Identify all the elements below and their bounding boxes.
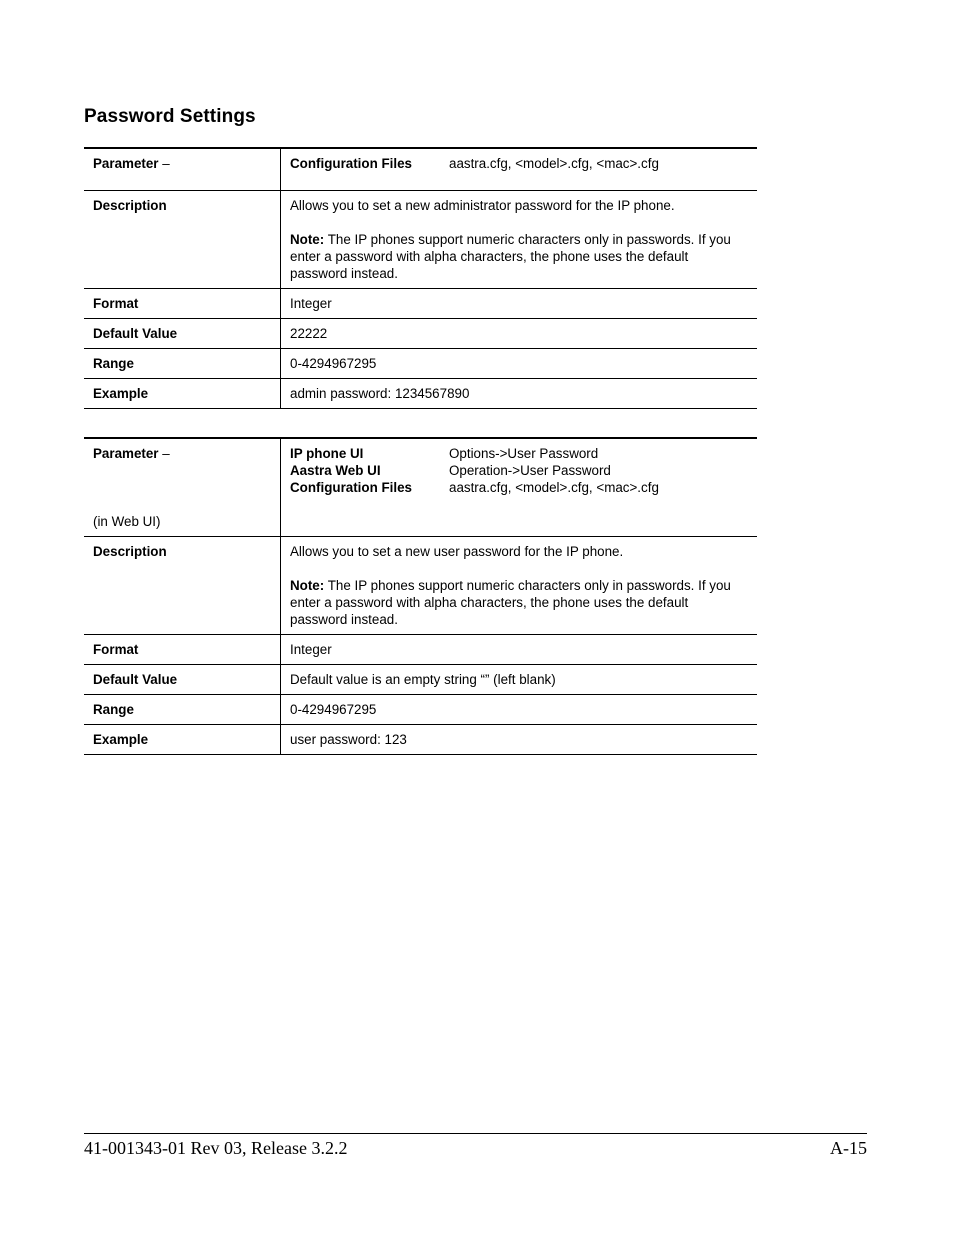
row-label: Example: [93, 386, 149, 401]
row-value: user password: 123: [290, 732, 407, 747]
source-value: Operation->User Password: [449, 463, 611, 478]
description-text: Allows you to set a new user password for the IP phone.: [290, 544, 624, 559]
document-id: 41-001343-01 Rev 03, Release 3.2.2: [84, 1138, 348, 1158]
note-label: Note:: [290, 578, 325, 593]
source-value: Options->User Password: [449, 446, 599, 461]
note-text: [290, 577, 749, 628]
table-row: [84, 289, 757, 319]
table-row: [84, 725, 757, 755]
source-value: aastra.cfg, <model>.cfg, <mac>.cfg: [449, 156, 659, 171]
parameter-label: Parameter: [93, 156, 159, 171]
page-number: A-15: [830, 1138, 867, 1158]
admin-password-table: [84, 147, 757, 409]
table-row: [84, 665, 757, 695]
footer-divider: [84, 1133, 867, 1134]
row-value: Integer: [290, 642, 332, 657]
source-key: Configuration Files: [290, 480, 412, 495]
source-key: Aastra Web UI: [290, 463, 381, 478]
table-row: [84, 695, 757, 725]
row-label: Default Value: [93, 326, 178, 341]
note-text: [290, 231, 749, 282]
user-password-table: [84, 437, 757, 755]
table-row: Parameter – (in Web UI) IP phone UI Options->User Password Aastra Web UI Operation->User Password Configuration Files aastra.cfg, <model>.cfg, <mac>.cfg: [84, 438, 757, 537]
note-label: Note:: [290, 232, 325, 247]
note-body: The IP phones support numeric characters only in passwords. If you enter a password with alpha characters, the phone uses the default password instead.: [290, 232, 731, 281]
table-row: Parameter – Configuration Files aastra.cfg, <model>.cfg, <mac>.cfg: [84, 148, 757, 191]
section-title: Password Settings: [84, 106, 256, 127]
table-row: [84, 635, 757, 665]
description-label: Description: [93, 544, 167, 559]
row-label: Format: [93, 296, 139, 311]
source-row: [290, 445, 749, 462]
source-row: [290, 479, 749, 496]
table-row: [84, 349, 757, 379]
source-key: IP phone UI: [290, 446, 364, 461]
table-row: [84, 191, 757, 289]
page-footer: [84, 1138, 867, 1159]
row-value: 0-4294967295: [290, 702, 377, 717]
row-value: Integer: [290, 296, 332, 311]
row-value: 0-4294967295: [290, 356, 377, 371]
source-key: Configuration Files: [290, 156, 412, 171]
source-row: [290, 462, 749, 479]
table-row: [84, 537, 757, 635]
row-label: Example: [93, 732, 149, 747]
row-label: Default Value: [93, 672, 178, 687]
source-value: aastra.cfg, <model>.cfg, <mac>.cfg: [449, 480, 659, 495]
parameter-label: Parameter: [93, 446, 159, 461]
row-label: Format: [93, 642, 139, 657]
description-label: Description: [93, 198, 167, 213]
row-label: Range: [93, 356, 134, 371]
row-value: admin password: 1234567890: [290, 386, 470, 401]
source-row: [290, 155, 749, 172]
table-row: [84, 379, 757, 409]
row-label: Range: [93, 702, 134, 717]
row-value: Default value is an empty string “” (left blank): [290, 672, 556, 687]
note-body: The IP phones support numeric characters only in passwords. If you enter a password with alpha characters, the phone uses the default password instead.: [290, 578, 731, 627]
description-text: Allows you to set a new administrator password for the IP phone.: [290, 198, 675, 213]
parameter-ui-note: (in Web UI): [93, 514, 161, 529]
table-row: [84, 319, 757, 349]
row-value: 22222: [290, 326, 328, 341]
